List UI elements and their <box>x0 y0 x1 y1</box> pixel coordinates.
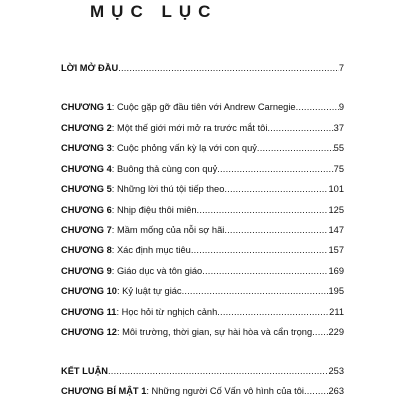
page-number: 263 <box>328 386 344 396</box>
chapter-number: CHƯƠNG 5 <box>61 184 112 194</box>
chapter-number: CHƯƠNG 2 <box>61 123 112 133</box>
page-number: 37 <box>333 123 344 133</box>
toc-entry-chapter-4: CHƯƠNG 4 : Buông thả cùng con quỷ ..... 75 <box>61 163 344 175</box>
leader-dots <box>118 62 339 74</box>
chapter-number: CHƯƠNG 7 <box>61 225 112 235</box>
chapter-title: Những người Cố Vấn vô hình của tôi <box>151 386 304 396</box>
page-number: 125 <box>328 205 344 215</box>
page-number: 7 <box>338 63 344 73</box>
page-number: 195 <box>328 286 344 296</box>
chapter-number: CHƯƠNG 3 <box>61 143 112 153</box>
leader-dots <box>257 142 334 154</box>
toc-entry-chapter-8: CHƯƠNG 8 : Xác định mục tiêu ..... 157 <box>61 244 344 256</box>
toc-entry-chapter-3: CHƯƠNG 3 : Cuộc phỏng vấn kỳ lạ với con quỷ ..... 55 <box>61 142 344 154</box>
page-number: 55 <box>333 143 344 153</box>
leader-dots <box>312 326 328 338</box>
chapter-title: Học hỏi từ nghịch cảnh <box>121 307 218 317</box>
chapter-number: CHƯƠNG 1 <box>61 102 112 112</box>
page-number: 211 <box>329 307 344 317</box>
leader-dots <box>224 224 328 236</box>
page-number: 101 <box>328 184 344 194</box>
chapter-title: Kỷ luật tự giác <box>122 286 182 296</box>
leader-dots <box>224 183 328 195</box>
conclusion-label: KẾT LUẬN <box>61 366 108 376</box>
page-number: 229 <box>328 327 344 337</box>
page-number: 147 <box>328 225 344 235</box>
page-title: MỤC LỤC <box>90 2 218 21</box>
chapter-title: Những lời thú tội tiếp theo <box>116 184 225 194</box>
toc-entry-chapter-7: CHƯƠNG 7 : Mầm mống của nỗi sợ hãi ..... 147 <box>61 224 344 236</box>
toc-entry-chapter-2: CHƯƠNG 2 : Một thế giới mới mở ra trước mắt tôi ..... 37 <box>61 122 344 134</box>
page-number: 75 <box>333 164 344 174</box>
chapter-number: CHƯƠNG 11 <box>61 307 117 317</box>
chapter-number: CHƯƠNG 6 <box>61 205 112 215</box>
leader-dots <box>217 306 329 318</box>
page-number: 169 <box>328 266 344 276</box>
chapter-number: CHƯƠNG BÍ MẬT 1 <box>61 386 147 396</box>
toc-entry-chapter-12: CHƯƠNG 12 : Môi trường, thời gian, sự hài hòa và cẩn trọng ..... 229 <box>61 326 344 338</box>
leader-dots <box>202 265 328 277</box>
leader-dots <box>267 122 333 134</box>
leader-dots <box>197 204 329 216</box>
toc-entry-chapter-10: CHƯƠNG 10 : Kỷ luật tự giác ..... 195 <box>61 285 344 297</box>
leader-dots <box>191 244 329 256</box>
preface-label: LỜI MỞ ĐẦU <box>61 63 119 73</box>
chapter-title: Một thế giới mới mở ra trước mắt tôi <box>116 123 268 133</box>
chapter-number: CHƯƠNG 9 <box>61 266 112 276</box>
toc-entry-chapter-5: CHƯƠNG 5 : Những lời thú tội tiếp theo ..... 101 <box>61 183 344 195</box>
chapter-number: CHƯƠNG 10 <box>61 286 117 296</box>
toc-entry-preface <box>61 62 344 74</box>
toc-entry-chapter-11: CHƯƠNG 11 : Học hỏi từ nghịch cảnh ..... 211 <box>61 306 344 318</box>
leader-dots <box>108 365 328 377</box>
toc-entry-secret-chapter-1: CHƯƠNG BÍ MẬT 1 : Những người Cố Vấn vô hình của tôi ..... 263 <box>61 385 344 397</box>
chapter-number: CHƯƠNG 8 <box>61 245 112 255</box>
chapter-number: CHƯƠNG 12 <box>61 327 117 337</box>
toc-entry-chapter-1: CHƯƠNG 1 : Cuộc gặp gỡ đầu tiên với Andrew Carnegie ..... 9 <box>61 101 344 113</box>
toc-entry-chapter-9: CHƯƠNG 9 : Giáo dục và tôn giáo ..... 169 <box>61 265 344 277</box>
leader-dots <box>296 101 339 113</box>
chapter-title: Nhịp điệu thôi miên <box>116 205 197 215</box>
toc-entry-chapter-6: CHƯƠNG 6 : Nhịp điệu thôi miên ..... 125 <box>61 204 344 216</box>
chapter-title: Mầm mống của nỗi sợ hãi <box>116 225 225 235</box>
chapter-title: Môi trường, thời gian, sự hài hòa và cẩn trọng <box>122 327 313 337</box>
page-number: 157 <box>328 245 344 255</box>
page-number: 253 <box>328 366 344 376</box>
chapter-title: Giáo dục và tôn giáo <box>116 266 203 276</box>
leader-dots <box>182 285 329 297</box>
page-number: 9 <box>338 102 344 112</box>
chapter-number: CHƯƠNG 4 <box>61 164 112 174</box>
chapter-title: Xác định mục tiêu <box>116 245 191 255</box>
leader-dots <box>304 385 329 397</box>
leader-dots <box>217 163 333 175</box>
chapter-title: Cuộc phỏng vấn kỳ lạ với con quỷ <box>116 143 257 153</box>
chapter-title: Buông thả cùng con quỷ <box>116 164 218 174</box>
chapter-title: Cuộc gặp gỡ đầu tiên với Andrew Carnegie <box>116 102 296 112</box>
toc-entry-conclusion <box>61 365 344 377</box>
